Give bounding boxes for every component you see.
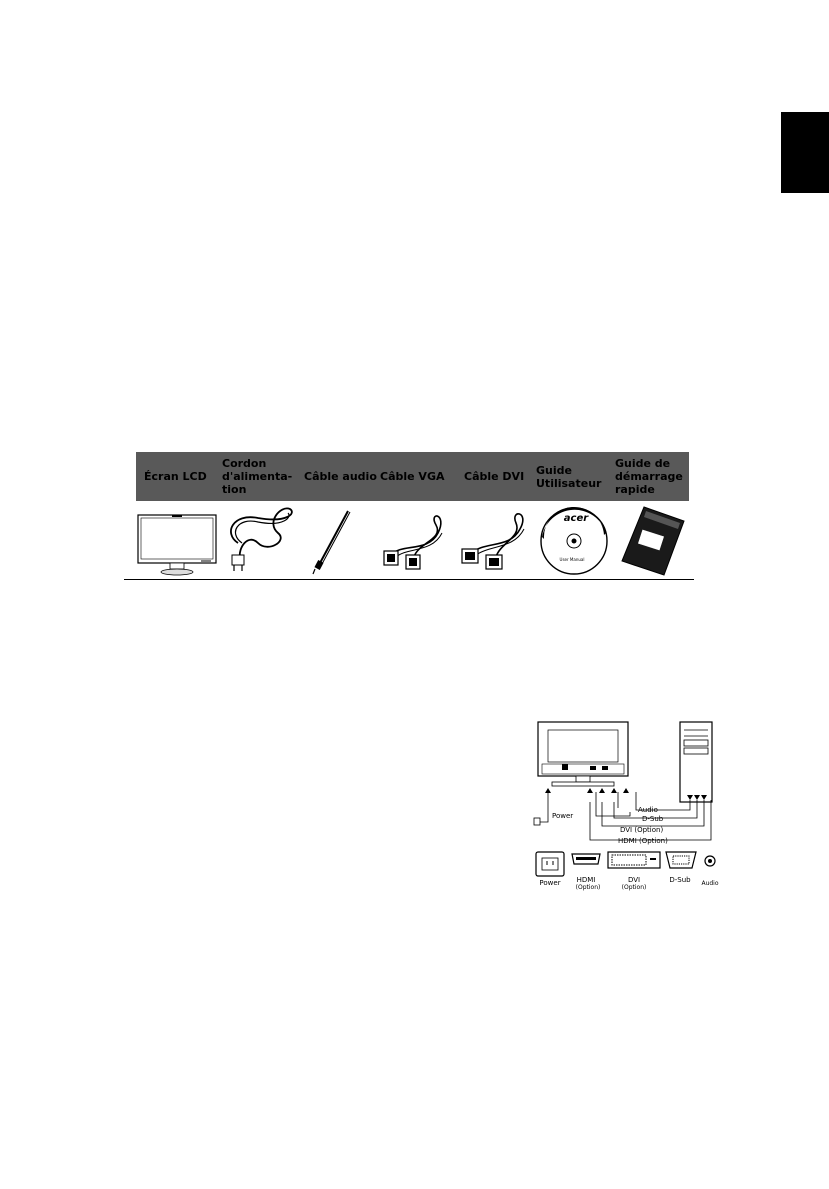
audio-port-icon [705, 856, 715, 866]
hdmi-port-icon [572, 854, 600, 864]
vga-cable-image [378, 503, 458, 579]
package-contents-header [136, 452, 689, 501]
dsub-port-icon [666, 852, 696, 868]
port-label-hdmi: HDMI [576, 876, 596, 884]
cable-label-dvi: DVI (Option) [620, 826, 664, 834]
port-label-dvi: DVI [627, 876, 641, 884]
package-contents-items [124, 503, 694, 579]
cd-label: User Manual [559, 557, 585, 562]
user-guide-cd-image [538, 503, 614, 579]
port-label-hdmi-option: (Option) [575, 884, 601, 891]
header-dvi-cable: Câble DVI [464, 470, 525, 483]
connection-diagram [530, 718, 730, 898]
quick-start-guide-image [618, 503, 690, 579]
port-label-power: Power [539, 879, 561, 887]
header-quick-start: Guide de démarrage rapide [615, 457, 683, 496]
port-label-audio: Audio [701, 880, 719, 887]
power-port-icon [536, 852, 564, 876]
header-power-cord: Cordon d'alimenta- tion [222, 457, 293, 496]
header-lcd: Écran LCD [144, 470, 207, 483]
table-bottom-rule [124, 579, 694, 580]
cable-label-dsub: D-Sub [642, 815, 664, 823]
cable-label-audio: Audio [638, 806, 658, 814]
header-audio-cable: Câble audio [304, 470, 377, 483]
guide-brand-logo: acer [668, 563, 681, 569]
header-user-guide: Guide Utilisateur [536, 463, 602, 490]
cable-label-hdmi: HDMI (Option) [618, 837, 668, 845]
cable-label-power: Power [552, 812, 574, 820]
cd-brand-logo: acer [563, 513, 589, 524]
lcd-monitor-image [136, 503, 218, 579]
port-label-dsub: D-Sub [669, 876, 691, 884]
dvi-port-icon [608, 852, 660, 868]
header-vga-cable: Câble VGA [380, 470, 445, 483]
dvi-cable-image [458, 503, 538, 579]
power-cord-image [218, 503, 302, 579]
pc-tower-illustration [680, 722, 712, 802]
power-plug-icon [534, 818, 540, 825]
chapter-tab-marker [781, 112, 829, 193]
monitor-rear-illustration [538, 722, 628, 786]
audio-cable-image [304, 503, 366, 579]
port-label-dvi-option: (Option) [621, 884, 647, 891]
